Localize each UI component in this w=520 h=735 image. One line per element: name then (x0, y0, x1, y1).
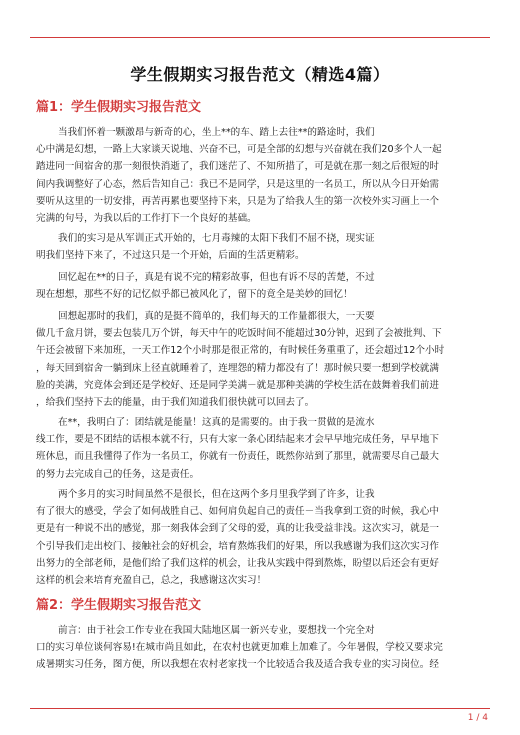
paragraph-line: 线工作，要是不团结的话根本就不行，只有大家一条心团结起来才会早早地完成任务，早早地下 (36, 434, 439, 446)
paragraph (36, 269, 486, 303)
paragraph-line: 我们的实习是从军训正式开始的，七月毒辣的太阳下我们不屈不挠，现实证 (58, 233, 375, 244)
paragraph-line: 更是有一种说不出的感觉，那一刻我体会到了父母的爱，真的让我受益非浅。这次实习，就是一 (36, 523, 439, 535)
paragraph (36, 414, 486, 483)
paragraph (36, 308, 486, 411)
paragraph-line: 班休息，而且我懂得了作为一名员工，你就有一份责任，既然你站到了那里，就需要尽自己最大 (36, 451, 439, 463)
paragraph-line: 踏进同一间宿舍的那一刻很快消逝了，我们迷茫了、不知所措了，可是就在那一刻之后很短的时 (36, 161, 439, 173)
paragraph-line: 完满的句号，为我以后的工作打下一个良好的基础。 (36, 213, 257, 225)
paragraph-line: 要听从这里的一切安排，再苦再累也要坚持下来，只是为了给我人生的第一次校外实习画上一个 (36, 195, 439, 207)
paragraph-line: 在**，我明白了：团结就是能量！这真的是需要的。由于我一贯做的是流水 (58, 417, 375, 428)
paragraph-line: 两个多月的实习时间虽然不是很长，但在这两个多月里我学到了许多，让我 (58, 489, 375, 500)
paragraph-line: 有了很大的感受，学会了如何战胜自己、如何肩负起自己的责任－当我拿到工资的时候，我心中 (36, 506, 439, 518)
section-heading-1: 篇1：学生假期实习报告范文 (36, 100, 202, 115)
page-indicator: 1 / 4 (467, 713, 488, 723)
paragraph-line: 前言：由于社会工作专业在我国大陆地区属一新兴专业，要想找一个完全对 (58, 625, 375, 636)
paragraph-line: 间内我调整好了心态，然后告知自己：我已不是同学，只是这里的一名员工，所以从今日开始需 (36, 178, 439, 190)
header-rule (30, 37, 490, 38)
paragraph-line: 出努力的全部老师，是他们给了我们这样的机会，让我从实践中得到熬炼，盼望以后还会有更好 (36, 557, 439, 569)
paragraph (36, 230, 486, 264)
paragraph-line: 明我们坚持下来了，不过这只是一个开始，后面的生活更精彩。 (36, 250, 305, 262)
document-title: 学生假期实习报告范文（精选4篇） (130, 65, 390, 84)
paragraph-line: 口的实习单位谈何容易!在城市尚且如此，在农村也就更加难上加难了。今年暑假，学校又要求完 (36, 642, 443, 654)
paragraph-line: ，每天回到宿舍一躺到床上径直就睡着了，连埋怨的精力都没有了！那时候只要一想到学校就满 (36, 362, 439, 374)
paragraph-line: 的努力去完成自己的任务，这是责任。 (36, 468, 200, 480)
paragraph-line: 成暑期实习任务，图方便，所以我想在农村老家找一个比较适合我及适合我专业的实习岗位。经 (36, 659, 439, 671)
paragraph-line: 回想起那时的我们，真的是挺不简单的，我们每天的工作量都很大，一天要 (58, 311, 375, 322)
paragraph-line: 现在想想，那些不好的记忆似乎都已被风化了，留下的竟全是美妙的回忆！ (36, 289, 353, 301)
section-heading-2: 篇2：学生假期实习报告范文 (36, 598, 202, 613)
paragraph-line: ，给我们坚持下去的能量，由于我们知道我们很快就可以回去了。 (36, 397, 315, 409)
paragraph-line: 个引导我们走出校门、接触社会的好机会，培育熬炼我们的好果，所以我感谢为我们这次实习作 (36, 540, 439, 552)
paragraph-line: 心中满是幻想，一路上大家谈天说地、兴奋不已，可是全部的幻想与兴奋就在我们20多个人一起 (36, 144, 442, 156)
paragraph-line: 这样的机会来培育充盈自己，总之，我感谢这次实习！ (36, 575, 267, 587)
paragraph-line: 当我们怀着一颗激昂与新奇的心，坐上**的车、踏上去往**的路途时，我们 (58, 127, 375, 138)
paragraph-line: 回忆起在**的日子，真是有说不完的精彩故事，但也有诉不尽的苦楚，不过 (58, 272, 375, 283)
paragraph-line: 午还会被留下来加班，一天工作12个小时那是很正常的，有时候任务重重了，还会超过12个小时 (36, 345, 445, 357)
paragraph (36, 124, 486, 227)
footer-rule (30, 708, 490, 709)
paragraph (36, 486, 486, 589)
paragraph (36, 622, 486, 674)
paragraph-line: 脸的美满，究竟体会到还是学校好、还是同学美满－就是那种美满的学校生活在鼓舞着我们前进 (36, 379, 439, 391)
paragraph-line: 做几千盒月饼，要去包装几万个饼，每天中午的吃饭时间不能超过30分钟，迟到了会被批判、下 (36, 328, 442, 340)
